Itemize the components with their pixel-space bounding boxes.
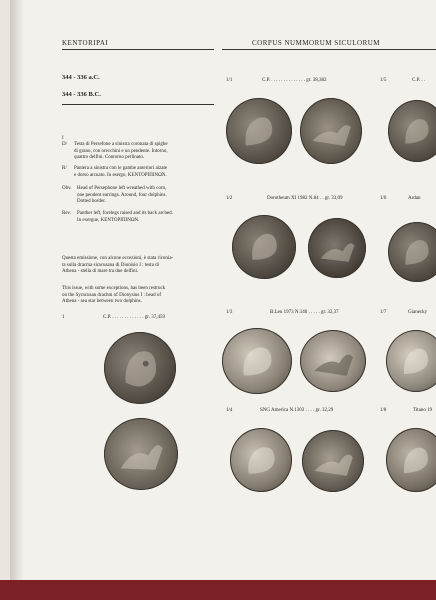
- entry-number: 1/3: [226, 310, 233, 315]
- date-italian: 344 - 336 a.C.: [62, 74, 100, 81]
- entry-text: B.Leu 1973 N.140 . . . . . gr. 32,37: [270, 310, 339, 315]
- entry-number: 1/6: [380, 196, 387, 201]
- rev-line: In exergue, KENTOPIΠINΩN.: [77, 217, 140, 223]
- d-line: quattro delfini. Contorno perlinato.: [74, 155, 145, 160]
- d-line: Testa di Persefone a sinistra coronata di spighe: [74, 142, 168, 147]
- spine-shadow: [10, 0, 24, 580]
- coin-1-8-obverse: [386, 428, 436, 492]
- persephone-head-icon: [386, 330, 436, 392]
- obv-label: Obv.: [62, 186, 72, 191]
- coin-1-7-obverse: [386, 330, 436, 392]
- entry-text: Ardan: [408, 196, 421, 201]
- note-english-line: on the Syracusan drachm of Dionysius I : head of: [62, 292, 162, 298]
- obv-line: Dotted border.: [77, 199, 106, 204]
- persephone-head-icon: [104, 332, 176, 404]
- left-entry-number: 1: [62, 315, 65, 320]
- book-binding-edge: [0, 580, 436, 600]
- persephone-head-icon: [226, 98, 292, 164]
- entry-number: 1/5: [380, 78, 387, 83]
- date-english: 344 - 336 B.C.: [62, 91, 101, 98]
- coin-1-5-obverse: [388, 100, 436, 162]
- note-english-line: This issue, with some exceptions, has been restruck: [62, 286, 166, 291]
- entry-number: 1/2: [226, 196, 233, 201]
- coin-1-1-obverse: [226, 98, 292, 164]
- entry-number: 1/4: [226, 408, 233, 413]
- panther-icon: [308, 218, 366, 278]
- r-label: R/: [62, 166, 67, 171]
- entry-text: C.P. . .: [412, 78, 426, 83]
- entry-text: Gianecky: [408, 310, 428, 315]
- catalog-page: [10, 0, 436, 580]
- coin-1-3-reverse: [300, 330, 366, 392]
- date-rule: [62, 104, 214, 105]
- entry-number: 1/1: [226, 78, 233, 83]
- right-header-rule: [222, 49, 436, 50]
- r-description: [74, 166, 167, 179]
- r-line: e dorso arcuato. In esergo, KENTOPIΠINΩN.: [74, 172, 167, 178]
- coin-1-3-obverse: [222, 328, 292, 394]
- note-italian-line: ta sulla dracma siracusana di Dionisio I : testa di: [62, 262, 160, 268]
- coin-1-1-reverse: [300, 98, 362, 164]
- right-header-title: CORPUS NUMMORUM SICULORUM: [252, 39, 381, 47]
- left-header-rule: [62, 49, 214, 50]
- panther-icon: [300, 98, 362, 164]
- r-line: Pantera a sinistra con le gambe anteriori alzate: [74, 166, 168, 171]
- panther-icon: [104, 418, 178, 490]
- obv-line: Head of Persephone left wreathed with corn,: [77, 186, 167, 191]
- panther-icon: [300, 330, 366, 392]
- entry-text: Dorotheum XI 1982 N.84 . . gr. 33,09: [267, 196, 343, 201]
- persephone-head-icon: [232, 215, 296, 279]
- coin-1-6-obverse: [388, 222, 436, 282]
- note-english-line: Athena - sea star between two dolphins.: [62, 299, 142, 304]
- panther-icon: [302, 430, 364, 492]
- persephone-head-icon: [230, 428, 292, 492]
- d-label: D/: [62, 142, 67, 147]
- entry-number: 1/7: [380, 310, 387, 315]
- persephone-head-icon: [388, 222, 436, 282]
- obv-description: [77, 186, 167, 206]
- left-header-title: KENTORIPAI: [62, 39, 109, 47]
- d-description: [74, 142, 168, 162]
- persephone-head-icon: [388, 100, 436, 162]
- entry-number: 1/8: [380, 408, 387, 413]
- entry-text: Titano 19: [413, 408, 433, 413]
- coin-1-2-obverse: [232, 215, 296, 279]
- entry-text: C.P. . . . . . . . . . . . . . . gr. 38,382: [262, 78, 327, 83]
- persephone-head-icon: [386, 428, 436, 492]
- note-italian-line: Questa emissione, con alcune eccezioni, è stata riconia-: [62, 256, 174, 261]
- rev-label: Rev.: [62, 211, 71, 216]
- rev-line: Panther left, forelegs raised and its back arched.: [77, 211, 173, 216]
- type-numeral: I: [62, 136, 64, 141]
- note-english: [62, 286, 165, 306]
- coin-1-reverse: [104, 418, 178, 490]
- coin-1-4-reverse: [302, 430, 364, 492]
- rev-description: [77, 211, 173, 224]
- left-entry-text: C.P. . . . . . . . . . . . . . gr. 37,459: [103, 315, 165, 320]
- note-italian-line: Athena - stella di mare tra due delfini.: [62, 269, 139, 274]
- d-line: di grano, con orecchini e un pendente. Intorno,: [74, 148, 168, 154]
- entry-text: SNG America N.1303 . . . . gr. 32,29: [260, 408, 334, 413]
- coin-1-2-reverse: [308, 218, 366, 278]
- obv-line: one pendent earrings. Around, four dolphins.: [77, 192, 167, 198]
- coin-1-obverse: [104, 332, 176, 404]
- note-italian: [62, 256, 173, 276]
- persephone-head-icon: [222, 328, 292, 394]
- coin-1-4-obverse: [230, 428, 292, 492]
